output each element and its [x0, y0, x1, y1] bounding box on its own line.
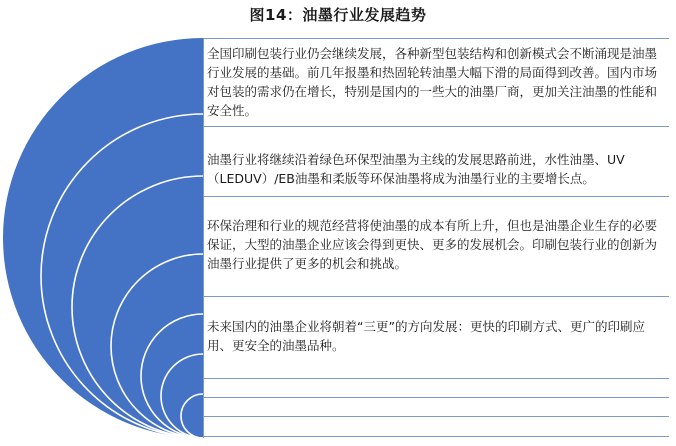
divider-bottom — [203, 436, 669, 437]
trend-item-4: 未来国内的油墨企业将朝着“三更”的方向发展：更快的印刷方式、更广的印刷应用、更安全的油墨品种。 — [207, 319, 645, 353]
divider-5 — [203, 397, 669, 398]
divider-top — [203, 38, 669, 39]
divider-6 — [203, 416, 669, 417]
trend-item-3: 环保治理和行业的规范经营将使油墨的成本有所上升，但也是油墨企业生存的必要保证，大型的油墨企业应该会得到更快、更多的发展机会。印刷包装行业的创新为油墨行业提供了更多的机会和挑战。 — [207, 218, 658, 271]
divider-3 — [203, 296, 669, 297]
figure-title: 图14：油墨行业发展趋势 — [249, 6, 427, 24]
trend-item-1: 全国印刷包装行业仍会继续发展，各种新型包装结构和创新模式会不断涌现是油墨行业发展的基础。前几年报墨和热固轮转油墨大幅下滑的局面得到改善。国内市场对包装的需求仍在增长，特别是国内的一些大的油墨厂商，更加关注油墨的性能和安全性。 — [207, 46, 658, 118]
divider-2 — [203, 196, 669, 197]
divider-4 — [203, 378, 669, 379]
trend-item-2: 油墨行业将继续沿着绿色环保型油墨为主线的发展思路前进，水性油墨、UV（LEDUV）/EB油墨和柔版等环保油墨将成为油墨行业的主要增长点。 — [207, 152, 625, 186]
divider-1 — [203, 126, 669, 127]
